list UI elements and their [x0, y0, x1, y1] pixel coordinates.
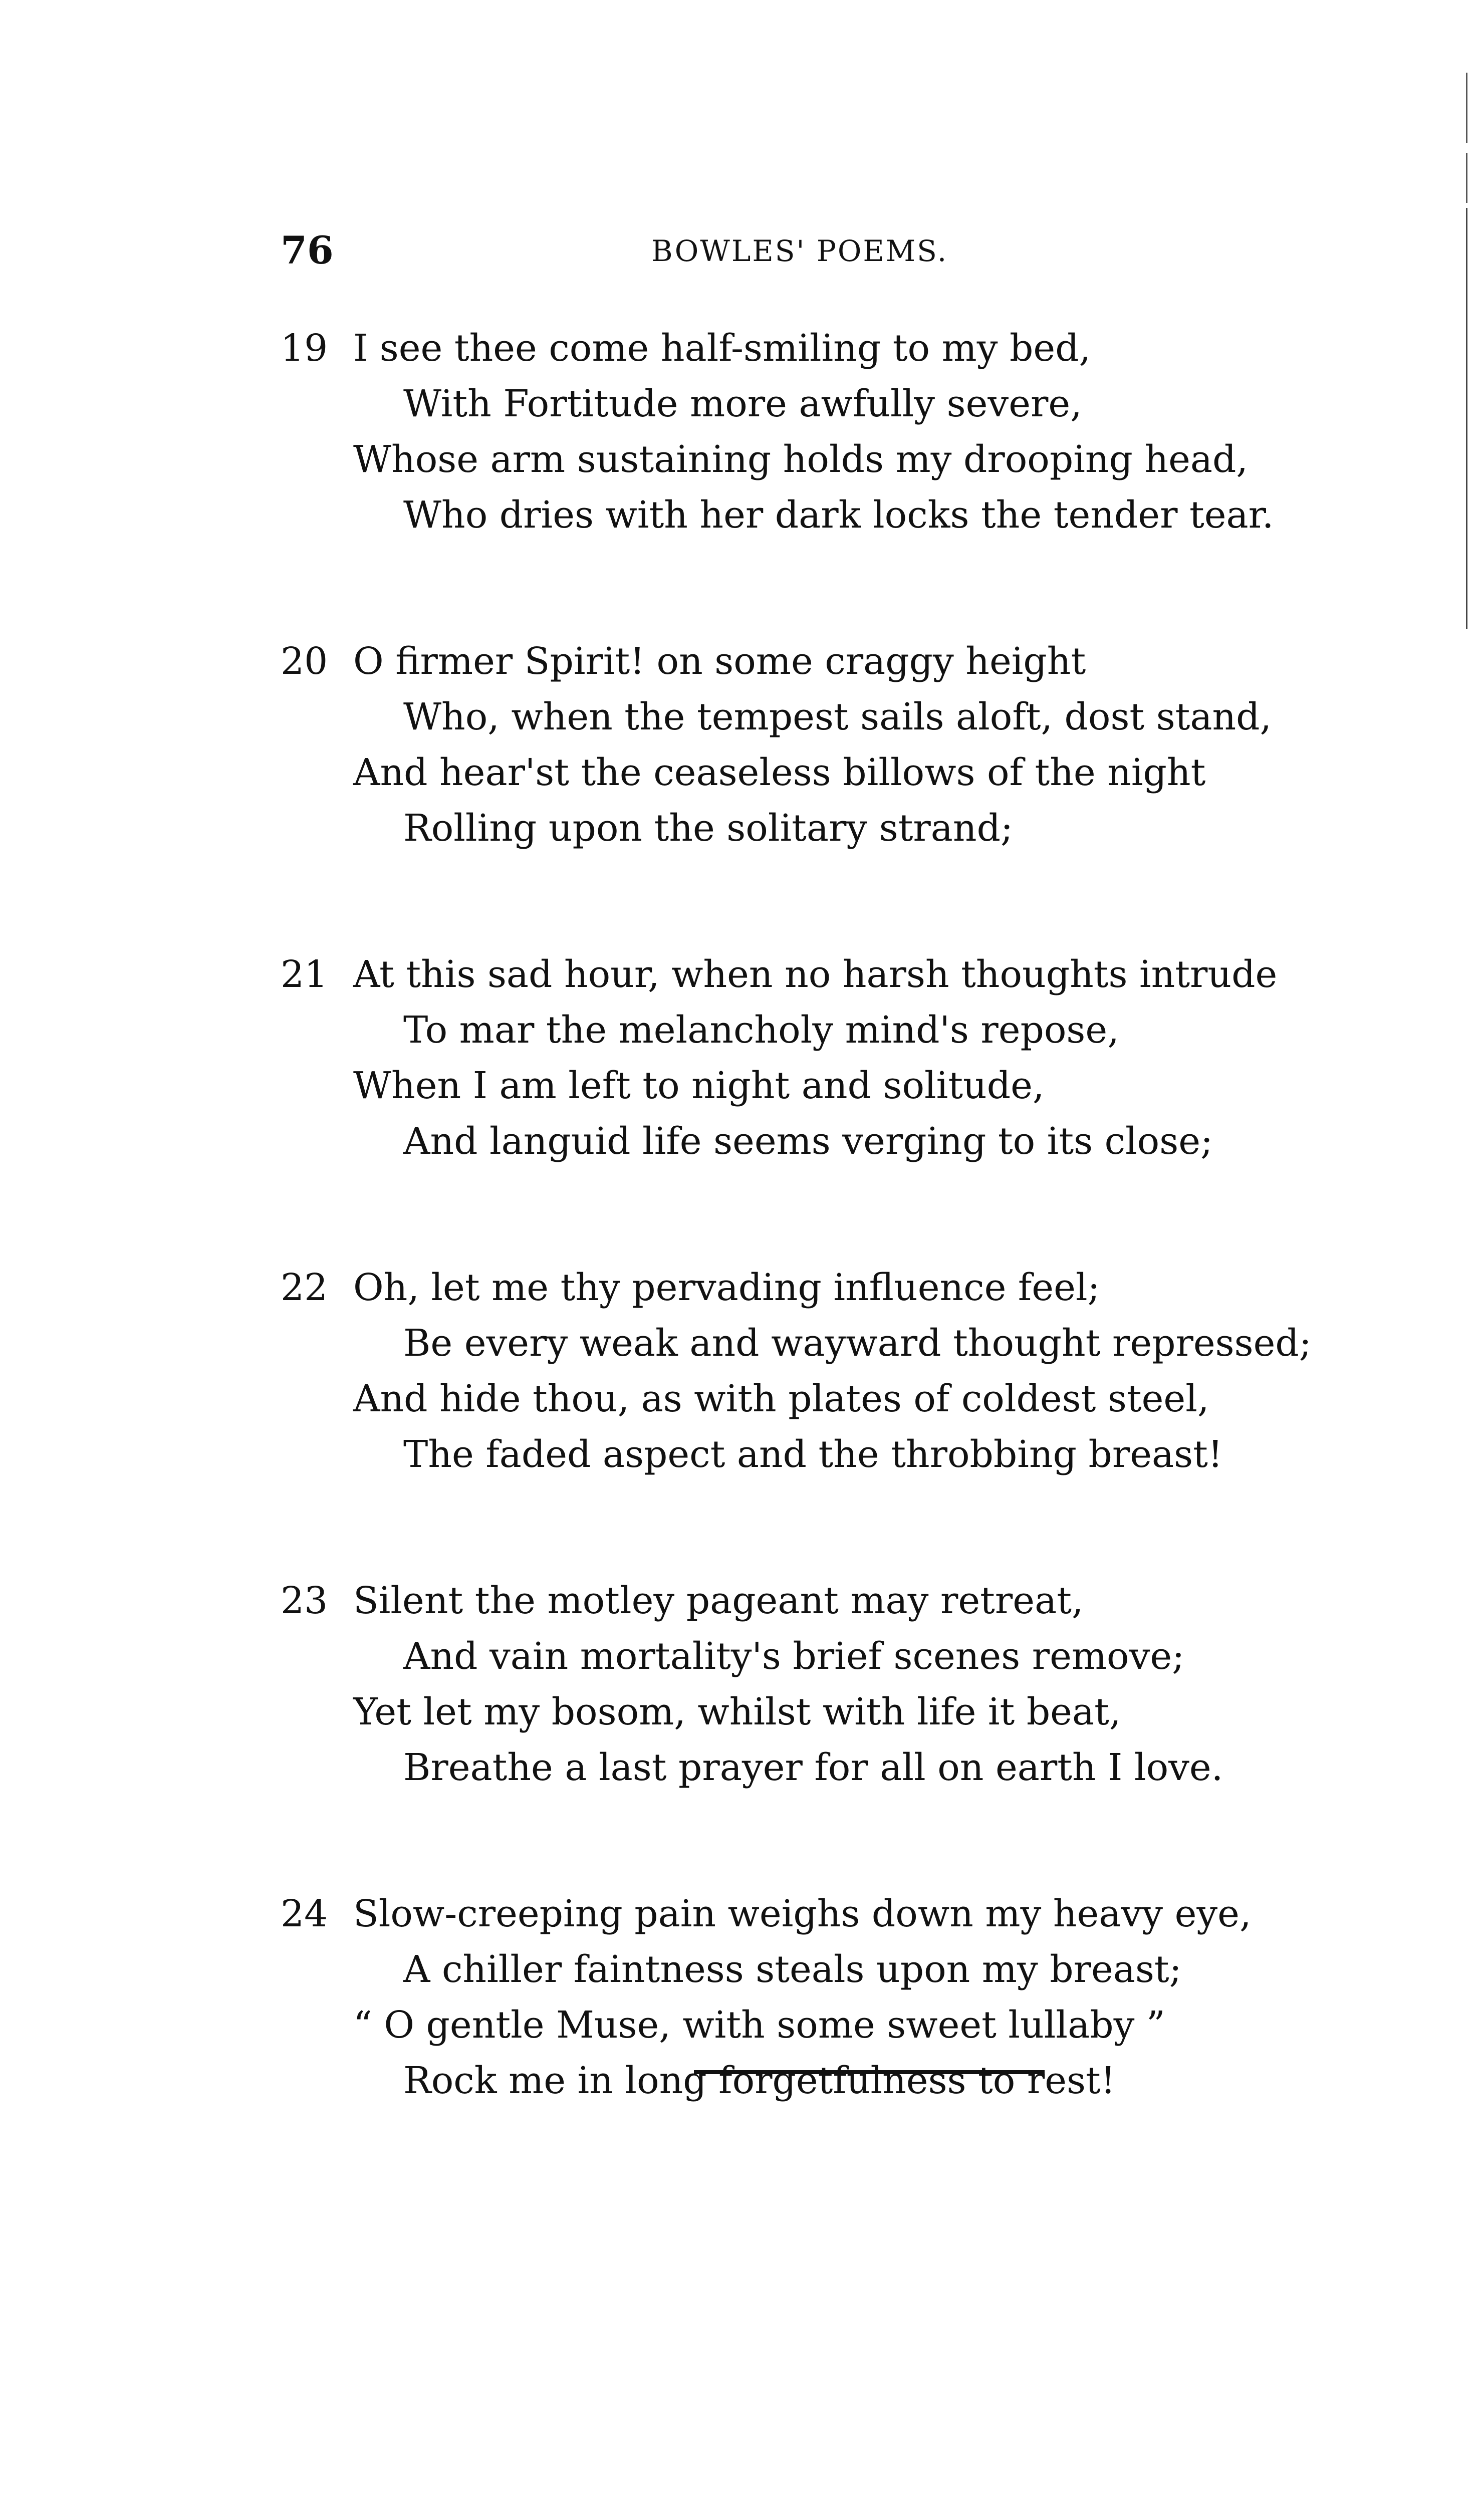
verse-line: Rock me in long forgetfulness to rest!	[403, 2059, 1116, 2102]
stanza-19	[281, 321, 1358, 543]
verse-line: Silent the motley pageant may retreat,	[353, 1579, 1084, 1622]
verse-line: With Fortitude more awfully severe,	[403, 382, 1082, 425]
page-edge-mark	[1465, 73, 1468, 629]
verse-line: Who, when the tempest sails aloft, dost stand,	[403, 695, 1272, 738]
stanza-number: 21	[281, 953, 328, 996]
page-number: 76	[281, 228, 334, 273]
verse-line: Breathe a last prayer for all on earth I love.	[403, 1746, 1223, 1789]
running-head: BOWLES' POEMS.	[651, 234, 948, 268]
verse-line: Rolling upon the solitary strand;	[403, 807, 1013, 850]
verse-line: And hear'st the ceaseless billows of the night	[353, 751, 1206, 794]
verse-line: To mar the melancholy mind's repose,	[403, 1009, 1119, 1052]
verse-line: Who dries with her dark locks the tender tear.	[403, 493, 1274, 537]
verse-line: Whose arm sustaining holds my drooping head,	[353, 438, 1248, 481]
stanza-number: 24	[281, 1892, 328, 1935]
verse-line: At this sad hour, when no harsh thoughts intrude	[353, 953, 1278, 996]
verse-line: Yet let my bosom, whilst with life it beat,	[353, 1690, 1121, 1733]
verse-line: And languid life seems verging to its close;	[403, 1120, 1213, 1163]
stanza-number: 23	[281, 1579, 328, 1622]
verse-line: Oh, let me thy pervading influence feel;	[353, 1266, 1100, 1309]
stanza-20	[281, 634, 1358, 856]
verse-line: The faded aspect and the throbbing breast!	[403, 1433, 1223, 1476]
verse-line: Slow-creeping pain weighs down my heavy eye,	[353, 1892, 1252, 1935]
stanza-number: 22	[281, 1266, 328, 1309]
verse-line: O firmer Spirit! on some craggy height	[353, 640, 1086, 683]
stanza-24	[281, 1886, 1358, 2109]
stanza-22	[281, 1260, 1358, 1482]
stanza-number: 20	[281, 640, 328, 683]
stanza-number: 19	[281, 327, 328, 370]
poem-body	[281, 321, 1358, 2199]
closing-rule	[694, 2070, 1045, 2074]
verse-line: A chiller faintness steals upon my breast;	[403, 1948, 1182, 1991]
verse-line: Be every weak and wayward thought repressed;	[403, 1322, 1312, 1365]
verse-line: And vain mortality's brief scenes remove;	[403, 1635, 1185, 1678]
verse-line: “ O gentle Muse, with some sweet lullaby ”	[353, 2003, 1165, 2047]
stanza-21	[281, 947, 1358, 1169]
verse-line: And hide thou, as with plates of coldest steel,	[353, 1377, 1209, 1420]
verse-line: When I am left to night and solitude,	[353, 1064, 1045, 1107]
verse-line: I see thee come half-smiling to my bed,	[353, 327, 1091, 370]
page-header	[281, 228, 1232, 283]
stanza-23	[281, 1573, 1358, 1796]
